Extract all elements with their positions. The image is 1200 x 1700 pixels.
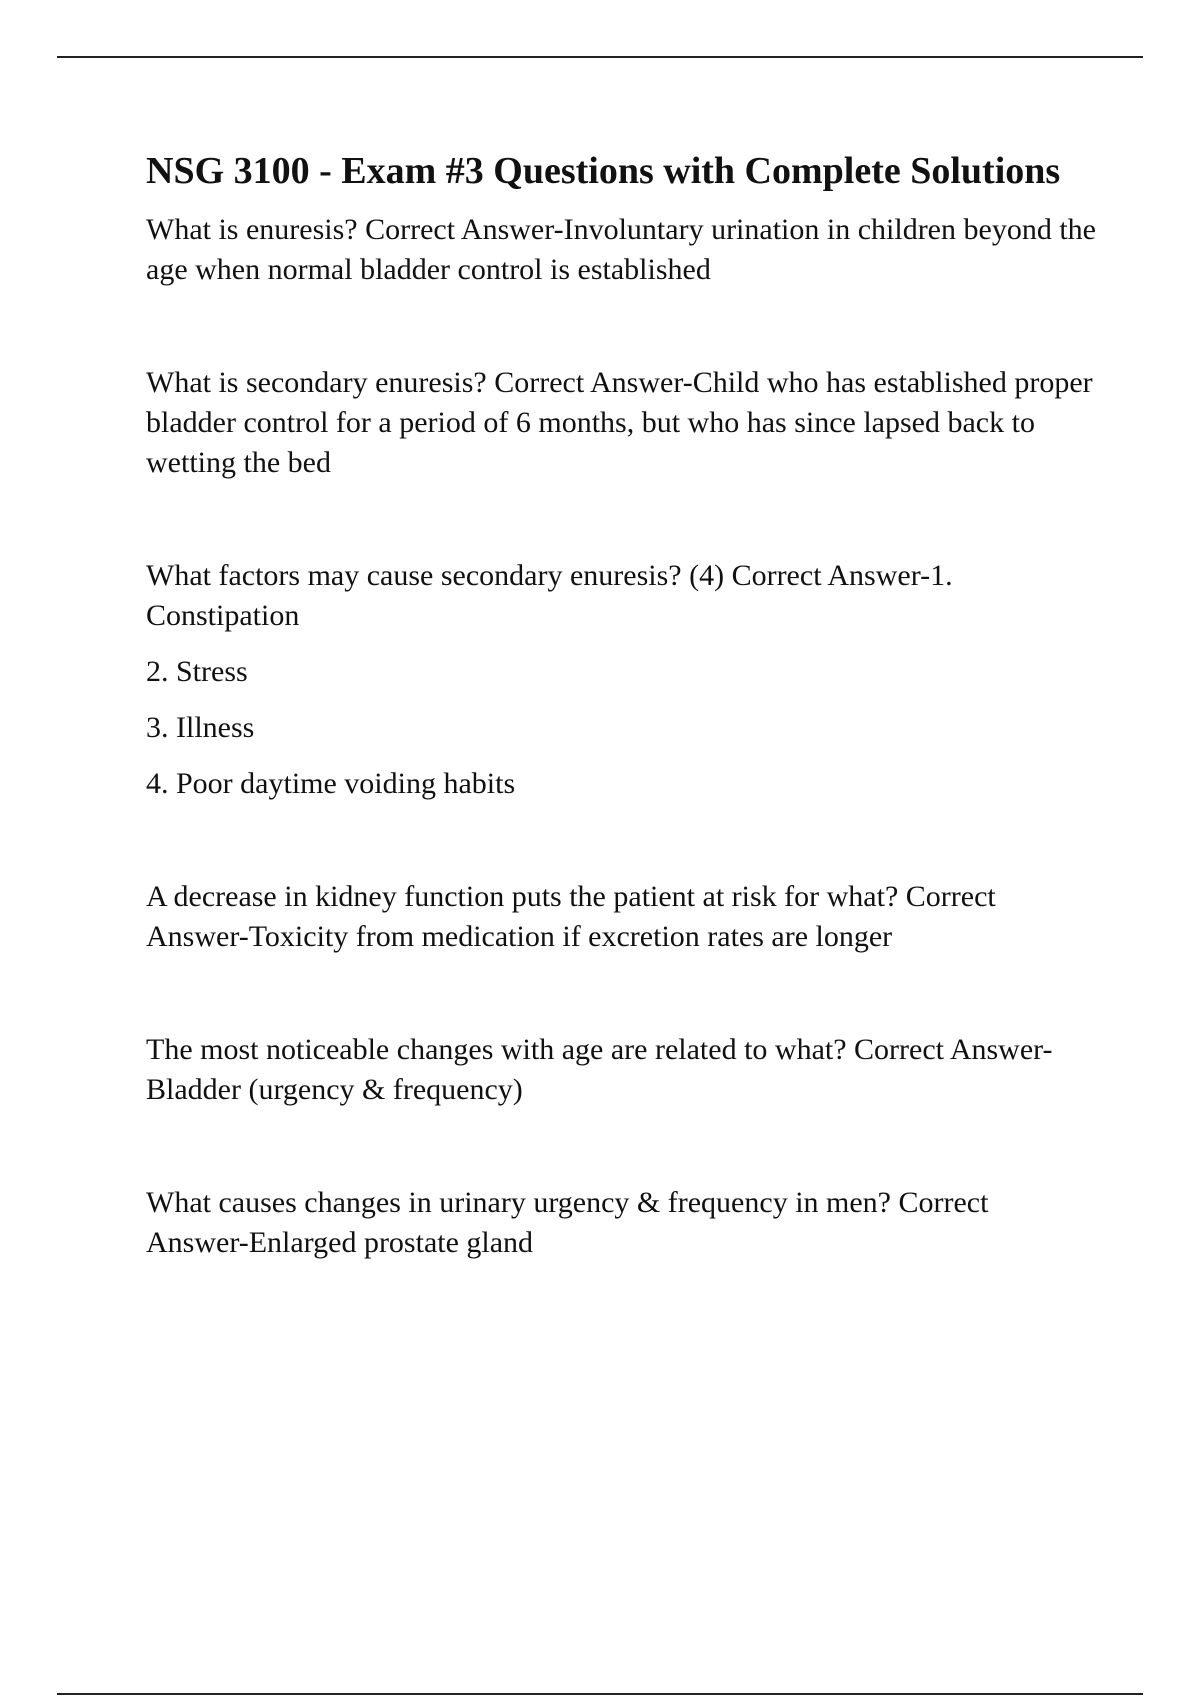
- document-body: [146, 146, 1096, 1263]
- qa-item: [146, 1030, 1096, 1110]
- qa-item: [146, 1183, 1096, 1263]
- qa-item: [146, 556, 1096, 804]
- qa-item: [146, 877, 1096, 957]
- qa-text: What causes changes in urinary urgency & frequency in men? Correct Answer-Enlarged prostate gland: [146, 1186, 989, 1259]
- qa-item: [146, 210, 1096, 290]
- footer-rule: [57, 1693, 1143, 1695]
- list-item: 3. Illness: [146, 711, 255, 744]
- list-item: 2. Stress: [146, 655, 248, 688]
- qa-text: What is secondary enuresis? Correct Answer-Child who has established proper bladder control for a period of 6 months, but who has since lapsed back to wetting the bed: [146, 366, 1093, 479]
- document-title: NSG 3100 - Exam #3 Questions with Complete Solutions: [146, 150, 1061, 192]
- header-rule: [57, 56, 1143, 58]
- qa-text: The most noticeable changes with age are related to what? Correct Answer-Bladder (urgency & frequency): [146, 1033, 1053, 1106]
- list-item: 4. Poor daytime voiding habits: [146, 767, 516, 800]
- qa-text: What factors may cause secondary enuresis? (4) Correct Answer-1. Constipation: [146, 559, 953, 632]
- qa-text: What is enuresis? Correct Answer-Involuntary urination in children beyond the age when normal bladder control is established: [146, 213, 1096, 286]
- qa-item: [146, 363, 1096, 483]
- qa-text: A decrease in kidney function puts the patient at risk for what? Correct Answer-Toxicity from medication if excretion rates are longer: [146, 880, 996, 953]
